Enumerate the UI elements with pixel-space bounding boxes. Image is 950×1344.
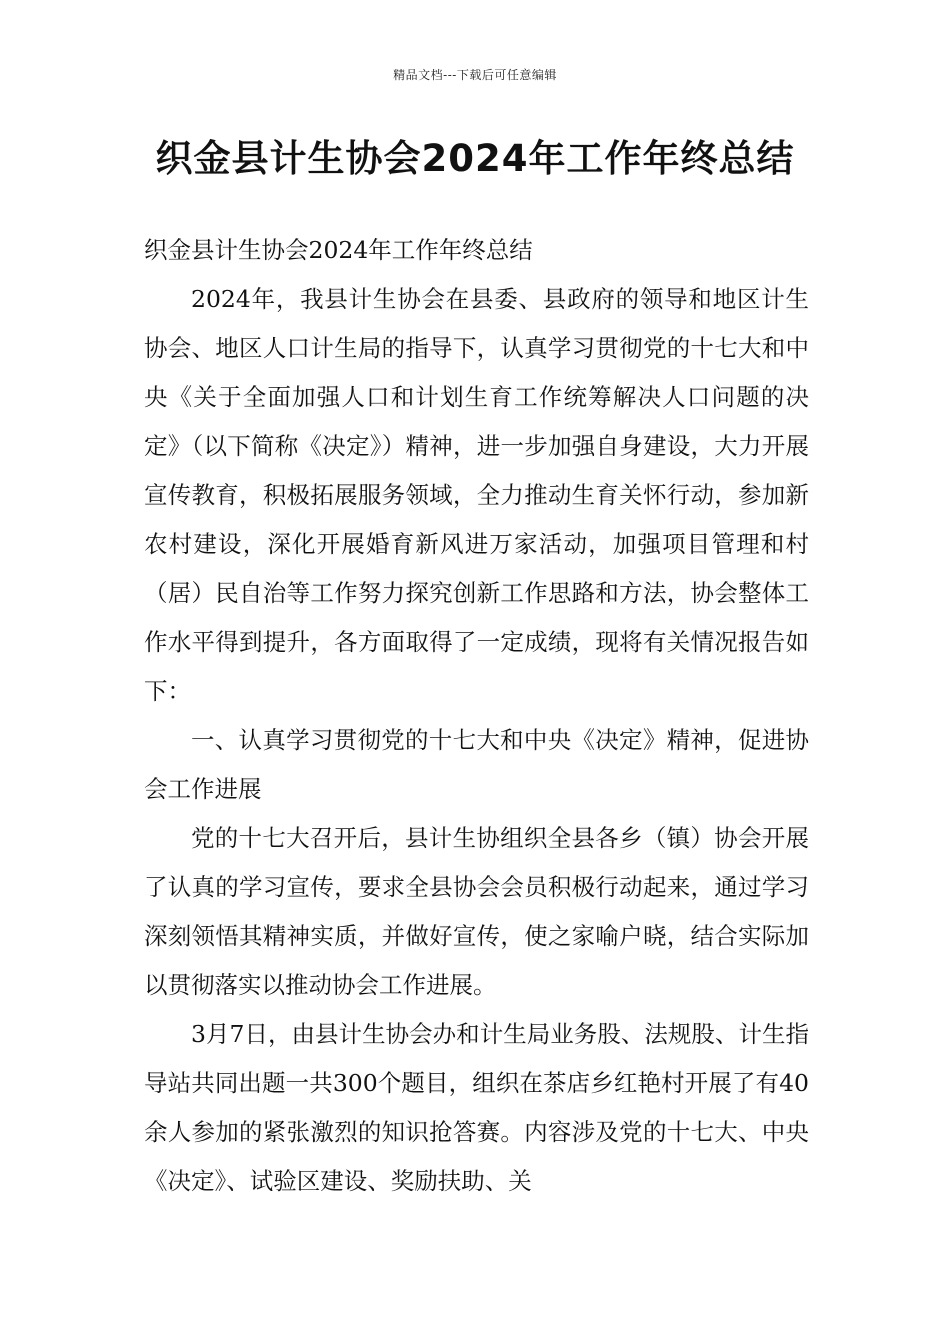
document-title: 织金县计生协会2024年工作年终总结 — [155, 137, 795, 180]
document-body — [144, 226, 809, 1206]
paragraph-section-heading: 一、认真学习贯彻党的十七大和中央《决定》精神，促进协会工作进展 — [144, 726, 809, 803]
paragraph-intro: 2024年，我县计生协会在县委、县政府的领导和地区计生协会、地区人口计生局的指导下，认真学习贯彻党的十七大和中央《关于全面加强人口和计划生育工作统筹解决人口问题的决定》（以下简称《决定》）精神，进一步加强自身建设，大力开展宣传教育，积极拓展服务领域，全力推动生育关怀行动，参加新农村建设，深化开展婚育新风进万家活动，加强项目管理和村（居）民自治等工作努力探究创新工作思路和方法，协会整体工作水平得到提升，各方面取得了一定成绩，现将有关情况报告如下： — [144, 285, 809, 705]
header-note: 精品文档---下载后可任意编辑 — [393, 68, 557, 82]
paragraph-study-campaign: 党的十七大召开后，县计生协组织全县各乡（镇）协会开展了认真的学习宣传，要求全县协会会员积极行动起来，通过学习深刻领悟其精神实质，并做好宣传，使之家喻户晓，结合实际加以贯彻落实以推动协会工作进展。 — [144, 824, 809, 999]
paragraph-subtitle: 织金县计生协会2024年工作年终总结 — [144, 236, 533, 264]
paragraph-quiz-contest: 3月7日，由县计生协会办和计生局业务股、法规股、计生指导站共同出题一共300个题目，组织在茶店乡红艳村开展了有40余人参加的紧张激烈的知识抢答赛。内容涉及党的十七大、中央《决定》、试验区建设、奖励扶助、关 — [144, 1020, 809, 1195]
